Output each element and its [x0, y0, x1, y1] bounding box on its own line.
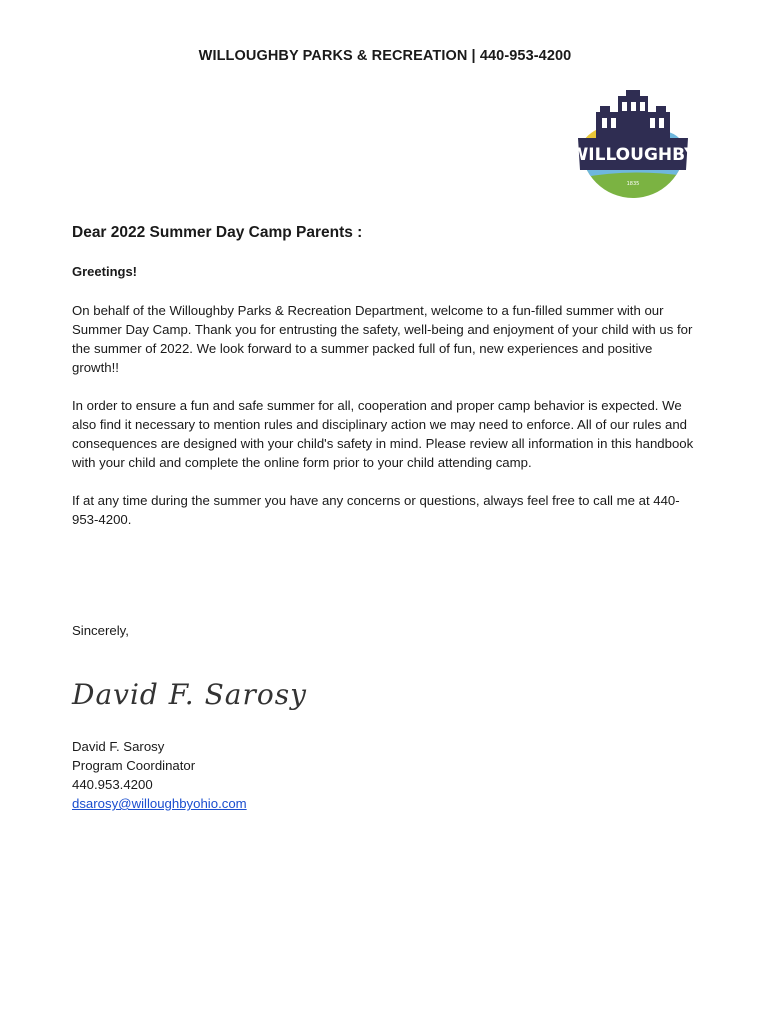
logo-text: WILLOUGHBY: [570, 145, 697, 165]
willoughby-logo-icon: [570, 86, 698, 204]
logo-year: 1835: [626, 181, 640, 187]
signer-name: David F. Sarosy: [72, 739, 165, 754]
paragraph-rules: In order to ensure a fun and safe summer for all, cooperation and proper camp behavior is expected. We also find it necessary to mention rules and disciplinary action we may need to enforce. All of our rules and consequences are designed with your child's safety in mind. Please review all information in this handbook with your child and complete the online form prior to your child attending camp.: [72, 398, 694, 470]
signature-block: [72, 737, 247, 813]
paragraph-welcome: On behalf of the Willoughby Parks & Recreation Department, welcome to a fun-filled summer with our Summer Day Camp. Thank you for entrusting the safety, well-being and enjoyment of your child with us for the summer of 2022. We look forward to a summer packed full of fun, new experiences and positive growth!!: [72, 303, 693, 375]
letterhead-title: WILLOUGHBY PARKS & RECREATION | 440-953-4200: [198, 48, 572, 64]
greeting: Greetings!: [72, 264, 138, 279]
signer-email-link[interactable]: dsarosy@willoughbyohio.com: [72, 796, 247, 811]
signer-title: Program Coordinator: [72, 758, 196, 773]
signature: David F. Sarosy: [72, 678, 307, 711]
closing: Sincerely,: [72, 623, 129, 638]
paragraph-contact: If at any time during the summer you have any concerns or questions, always feel free to call me at 440-953-4200.: [72, 493, 680, 527]
signer-phone: 440.953.4200: [72, 777, 153, 792]
salutation: Dear 2022 Summer Day Camp Parents :: [72, 224, 363, 241]
